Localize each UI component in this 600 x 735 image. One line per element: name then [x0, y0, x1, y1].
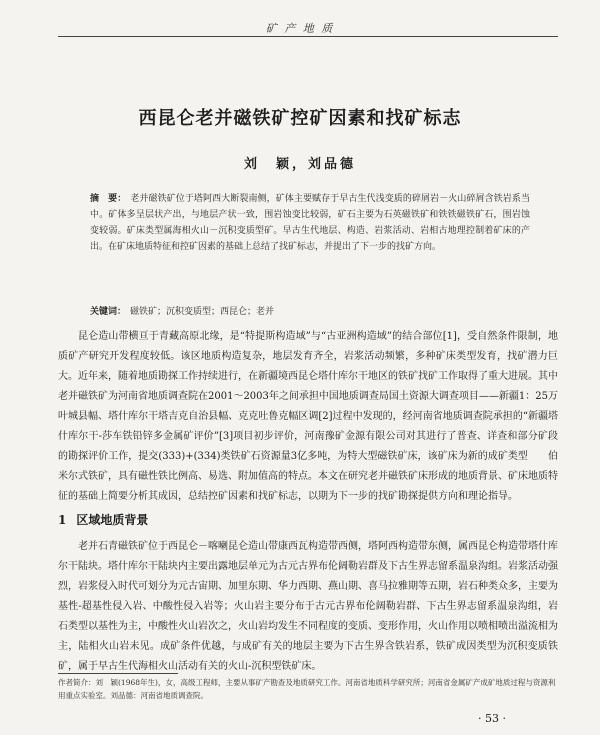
page-number: · 53 · — [478, 712, 506, 725]
footnote-rule — [58, 673, 178, 674]
abstract-text: 老并磁铁矿位于塔阿西大断裂南侧，矿体主要赋存于早古生代浅变质的碎屑岩－火山碎屑含铁岩系当中。矿体多呈层状产出，与地层产状一致，围岩蚀变比较弱，矿石主要为石英磁铁矿和铁铁磁铁矿石，围岩蚀变较弱。矿床类型属海相火山－沉积变质型矿。早古生代地层、构造、岩浆活动、岩相古地理控制着矿床的产出。在矿床地质特征和控矿因素的基础上总结了找矿标志，并提出了下一步的找矿方向。 — [90, 194, 530, 252]
abstract — [90, 191, 530, 255]
article-title: 西昆仑老并磁铁矿控矿因素和找矿标志 — [138, 108, 462, 129]
header-rule — [58, 36, 558, 37]
article-authors: 刘 颖，刘品德 — [243, 157, 356, 172]
section-paragraph: 老并石青磁铁矿位于西昆仑－喀喇昆仑造山带康西瓦构造带西侧，塔阿西构造带东侧，属西昆仑构造带塔什库尔干陆块。塔什库尔干陆块内主要出露地层单元为古元古界布伦阔勒岩群及下古生界志留系温泉沟组。岩浆活动强烈，岩浆侵入时代可划分为元古宙期、加里东期、华力西期、燕山期、喜马拉雅期等五期，岩石种类众多，主要为基性-超基性侵入岩、中酸性侵入岩等；火山岩主要分布于古元古界布伦阔勒岩群、下古生界志留系温泉沟组，岩石类型以基性为主，中酸性火山岩次之，火山岩均发生不同程度的变质、变形作用，火山作用以喷相喷出溢流相为主，陆相火山岩未见。成矿条件优越，与成矿有关的地层主要为下古生界含铁岩系，铁矿成因类型为沉积变质铁矿，属于早古生代海相火山活动有关的火山-沉积型铁矿床。 — [58, 541, 558, 672]
section-title: 区域地质背景 — [76, 513, 149, 527]
keywords-text: 磁铁矿；沉积变质型；西昆仑；老并 — [130, 307, 275, 317]
footnote: 作者简介：刘 颖(1968年生)，女，高级工程师，主要从事矿产勘查及地质研究工作。河南省地质科学研究所；河南省金属矿产成矿地质过程与资源利用重点实验室。刘品德：河南省地质调查院。 — [58, 678, 556, 700]
keywords-label: 关键词： — [90, 307, 127, 317]
running-header: 矿 产 地 质 — [265, 22, 335, 35]
abstract-label: 摘 要： — [90, 194, 127, 204]
keywords — [90, 304, 530, 320]
intro-paragraph: 昆仑造山带横亘于青藏高原北缘，是“特提斯构造域”与“古亚洲构造域”的结合部位[1]，受自然条件限制，地质矿产研究开发程度较低。该区地质构造复杂，地层发育齐全，岩浆活动频繁，多种矿床类型发育，找矿潜力巨大。近年来，随着地质勘探工作持续进行，在新疆境西昆仑塔什库尔干地区的铁矿找矿工作取得了重大进展。其中老并磁铁矿为河南省地质调查院在2001～2003年之间承担中国地质调查局国土资源大调查项目——新疆1：25万叶城县幅、塔什库尔干塔吉克自治县幅、克克吐鲁克幅区调[2]过程中发现的，经河南省地质调查院承担的“新疆塔什库尔干-莎车铁铅锌多金属矿评价”[3]项目初步评价，河南豫矿金源有限公司对其进行了普查、详查和部分矿段的勘探评价工作，提交(333)+(334)类铁矿石资源量3亿多吨，为特大型磁铁矿床，该矿床为新的成矿类型 伯米尔式铁矿，具有磁性铁比例高、易选、附加值高的特点。本文在研究老并磁铁矿床形成的地质背景、矿床地质特征的基础上简要分析其成因，总结控矿因素和找矿标志，以期为下一步的找矿勘探提供方向和理论指导。 — [58, 331, 558, 502]
section-heading — [58, 511, 148, 528]
section-number: 1 — [58, 513, 67, 527]
